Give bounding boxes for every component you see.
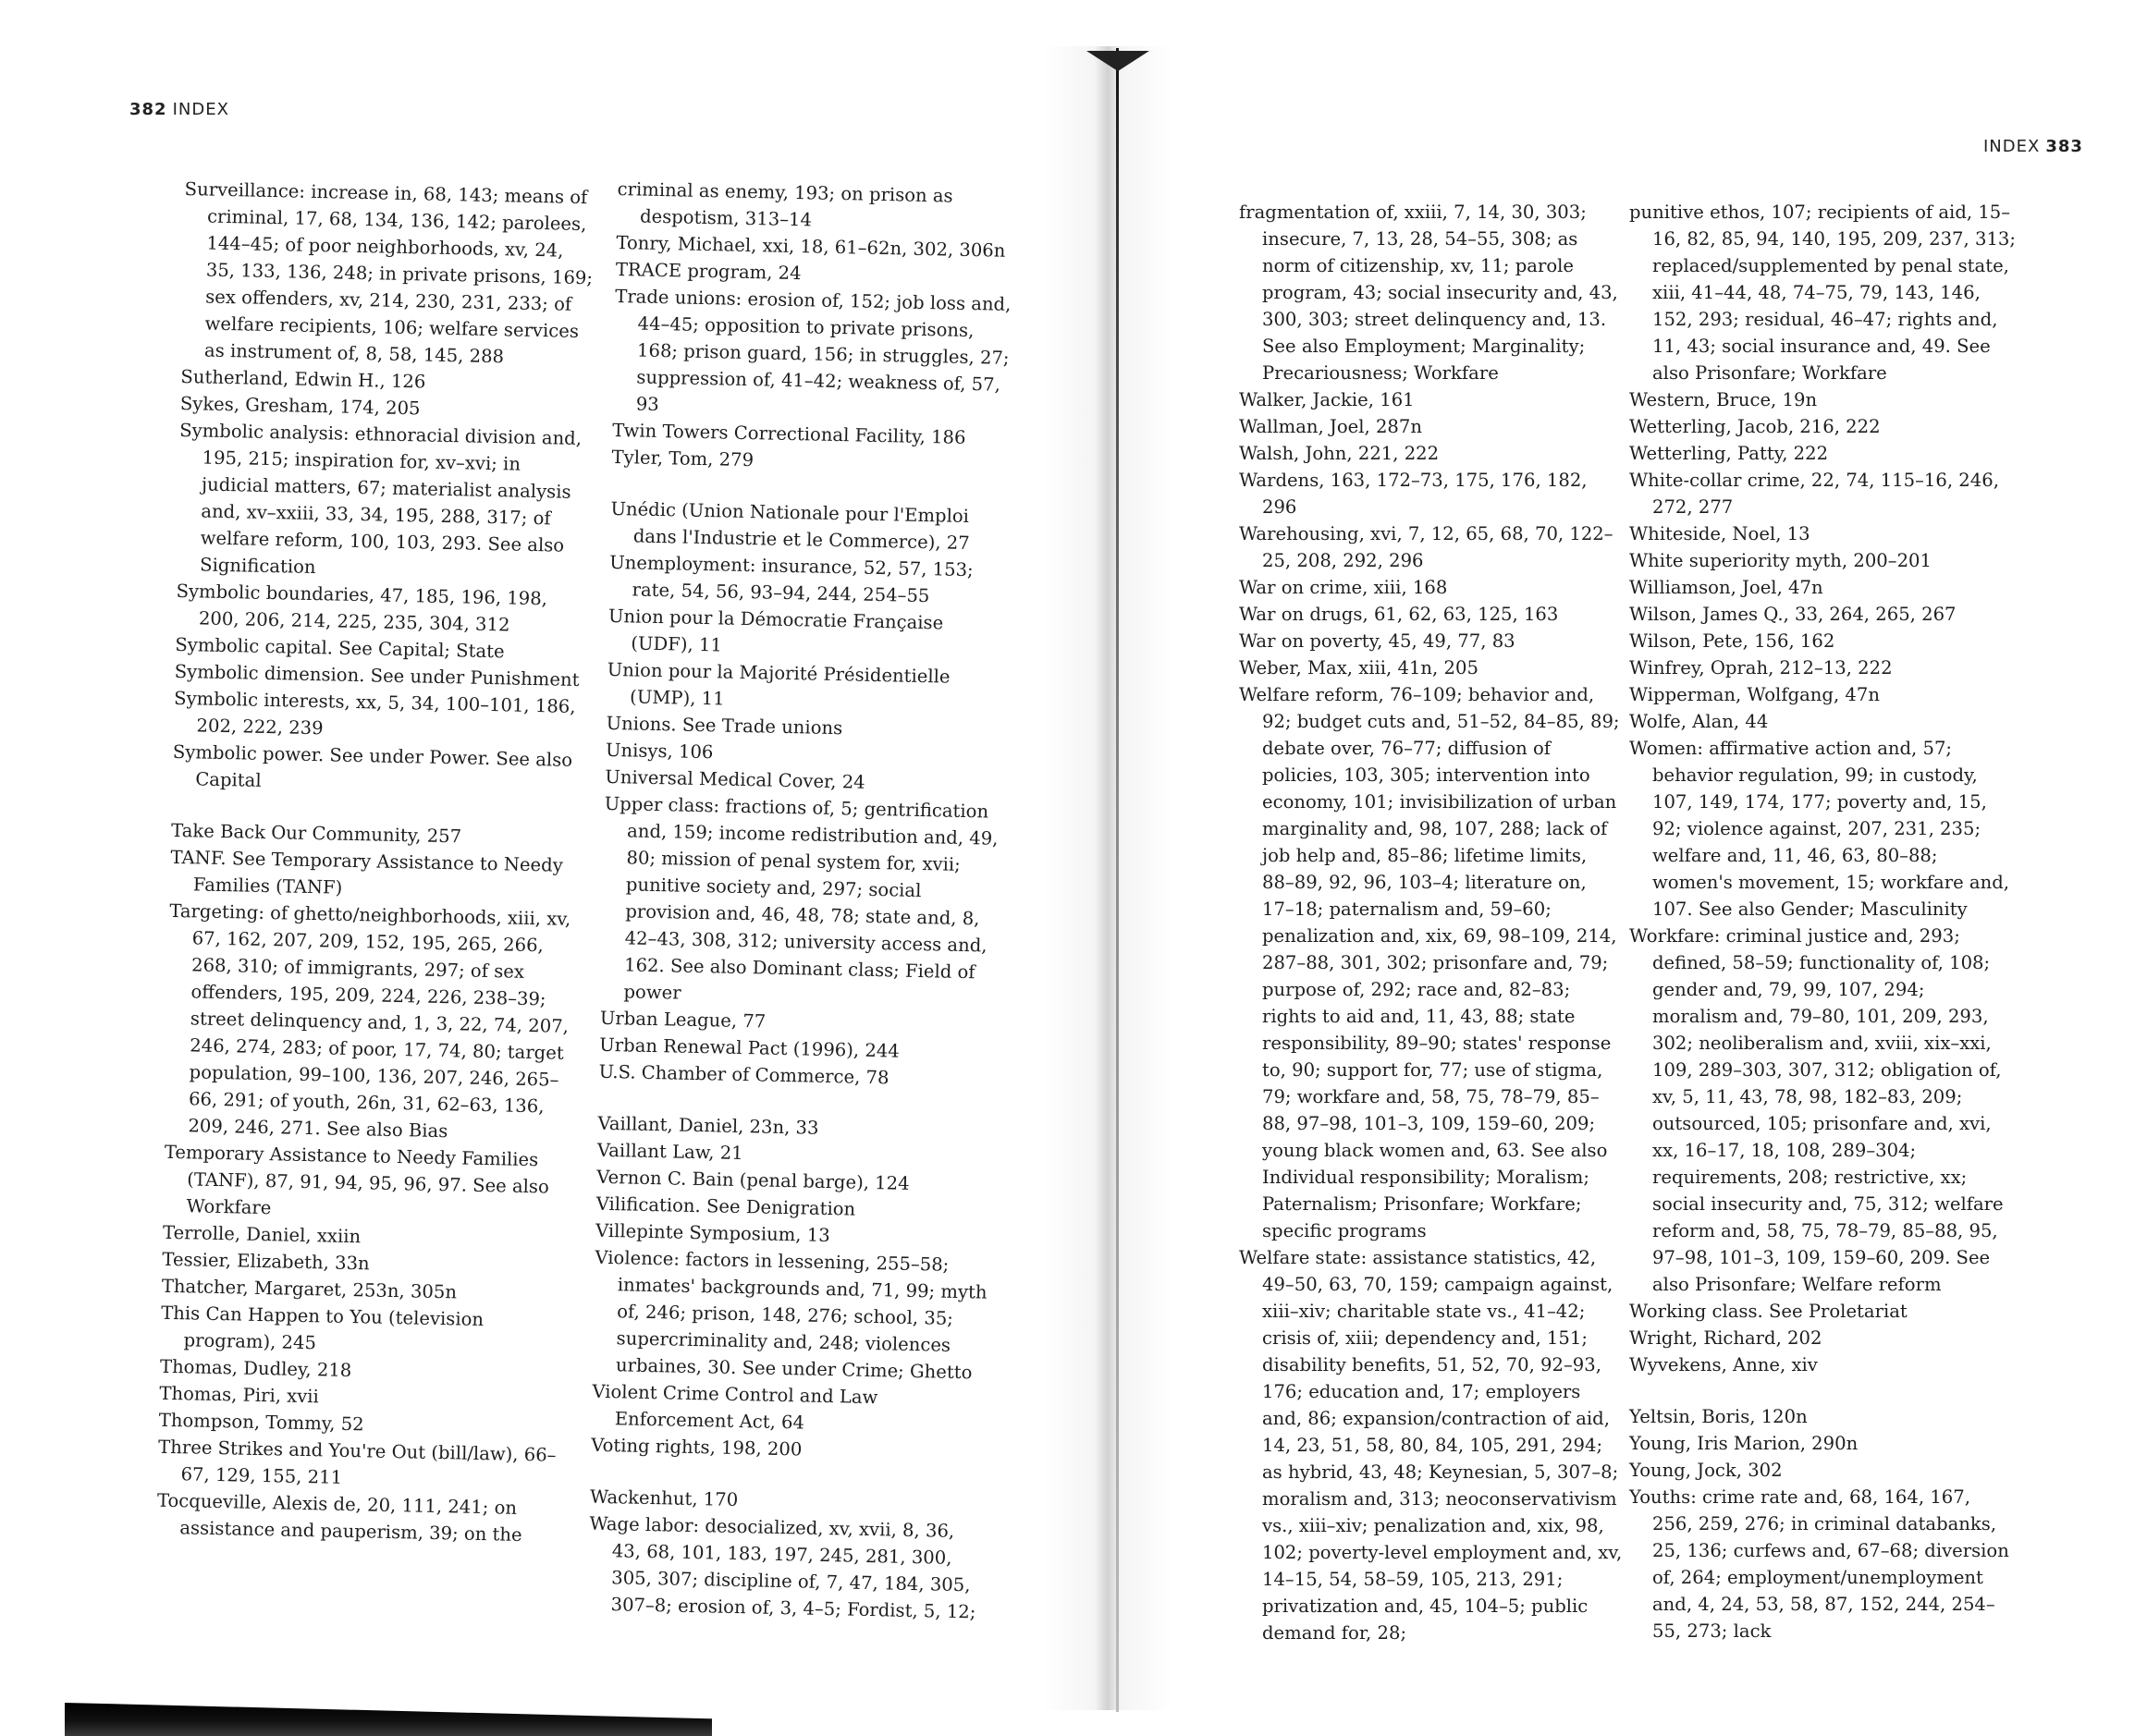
scan-edge-shadow bbox=[65, 1703, 712, 1736]
index-entry: War on drugs, 61, 62, 63, 125, 163 bbox=[1239, 604, 1559, 625]
index-entry: Vaillant, Daniel, 23n, 33 bbox=[597, 1112, 819, 1139]
index-entry: Urban League, 77 bbox=[599, 1007, 767, 1033]
index-entry: Workfare: criminal justice and, 293; defined, 58–59; functionality of, 108; gender and, 79, 99, 107, 294; moralism and, 79–80, 101, 209, 293, 302; neoliberalism and, xviii, xix–xxi, 109, 289–303, 307, 312; obligation of, xv, 5, 11, 43, 78, 98, 182–83, 209; outsourced, 105; prisonfare and, xvi, xx, 16–17, 18, 108, 289–304; requirements, 208; restrictive, xx; social insecurity and, 75, 312; welfare reform and, 58, 75, 78–79, 85–88, 95, 97–98, 101–3, 109, 159–60, 209. See also Prisonfare; Welfare reform bbox=[1629, 925, 2004, 1295]
index-entry: U.S. Chamber of Commerce, 78 bbox=[598, 1060, 889, 1089]
index-column-2 bbox=[587, 176, 1017, 1626]
index-entry: Unédic (Union Nationale pour l'Emploi dans l'Industrie et le Commerce), 27 bbox=[610, 497, 970, 555]
index-entry: Thompson, Tommy, 52 bbox=[158, 1409, 364, 1436]
index-entry: Temporary Assistance to Needy Families (TANF), 87, 91, 94, 95, 96, 97. See also Workfare bbox=[164, 1141, 550, 1219]
index-entry: Symbolic capital. See Capital; State bbox=[175, 633, 505, 663]
index-entry: Tonry, Michael, xxi, 18, 61–62n, 302, 306n bbox=[616, 231, 1006, 262]
index-entry: Weber, Max, xiii, 41n, 205 bbox=[1239, 657, 1478, 679]
index-entry: criminal as enemy, 193; on prison as despotism, 313–14 bbox=[617, 177, 953, 231]
index-entry: Wolfe, Alan, 44 bbox=[1629, 711, 1769, 732]
index-entry: Youths: crime rate and, 68, 164, 167, 256, 259, 276; in criminal databanks, 25, 136; curfews and, 67–68; diversion of, 264; employment/unemployment and, 4, 24, 53, 58, 87, 152, 244, 254–55, 273; lack bbox=[1629, 1486, 2009, 1642]
page-number-right: 383 bbox=[2045, 137, 2083, 156]
index-entry: Thomas, Dudley, 218 bbox=[159, 1355, 352, 1382]
index-entry: Wright, Richard, 202 bbox=[1629, 1327, 1822, 1349]
index-entry: Wallman, Joel, 287n bbox=[1239, 416, 1422, 437]
page-header-left bbox=[129, 100, 229, 119]
index-entry: Sutherland, Edwin H., 126 bbox=[180, 365, 426, 393]
index-entry: Upper class: fractions of, 5; gentrification and, 159; income redistribution and, 49, 80; mission of penal system for, xvii; punitive society and, 297; social provision and, 46, 48, 78; state and, 8, 42–43, 308, 312; university access and, 162. See also Dominant class; Field of power bbox=[604, 792, 999, 1004]
index-entry: Western, Bruce, 19n bbox=[1629, 389, 1818, 410]
index-entry: Terrolle, Daniel, xxiin bbox=[162, 1221, 362, 1248]
index-entry: War on crime, xiii, 168 bbox=[1239, 577, 1448, 598]
index-entry: Wilson, James Q., 33, 264, 265, 267 bbox=[1629, 604, 1957, 625]
index-entry: Vaillant Law, 21 bbox=[596, 1139, 743, 1165]
index-entry: TRACE program, 24 bbox=[615, 258, 802, 285]
index-entry: Trade unions: erosion of, 152; job loss and, 44–45; opposition to private prisons, 168; prison guard, 156; in struggles, 27; suppression of, 41–42; weakness of, 57, 93 bbox=[615, 285, 1012, 415]
index-entry: Women: affirmative action and, 57; behavior regulation, 99; in custody, 107, 149, 174, 177; poverty and, 15, 92; violence against, 207, 231, 235; welfare and, 11, 46, 63, 80–88; women's movement, 15; workfare and, 107. See also Gender; Masculinity bbox=[1629, 738, 2009, 920]
index-entry: Young, Jock, 302 bbox=[1629, 1460, 1783, 1481]
index-entry: Thatcher, Margaret, 253n, 305n bbox=[161, 1275, 458, 1303]
index-entry: Unemployment: insurance, 52, 57, 153; rate, 54, 56, 93–94, 244, 254–55 bbox=[608, 551, 974, 607]
index-entry: Yeltsin, Boris, 120n bbox=[1629, 1406, 1808, 1427]
index-entry: Three Strikes and You're Out (bill/law), 66–67, 129, 155, 211 bbox=[157, 1436, 557, 1488]
index-entry: Union pour la Majorité Présidentielle (UMP), 11 bbox=[607, 658, 951, 710]
index-entry: Voting rights, 198, 200 bbox=[590, 1434, 803, 1461]
index-entry: Vilification. See Denigration bbox=[595, 1192, 856, 1220]
index-entry: Surveillance: increase in, 68, 143; means of criminal, 17, 68, 134, 136, 142; parolees, 144–45; of poor neighborhoods, xv, 24, 35, 133, 136, 248; in private prisons, 169; sex offenders, xv, 214, 230, 231, 233; of welfare recipients, 106; welfare services as instrument of, 8, 58, 145, 288 bbox=[184, 177, 594, 368]
index-entry: Symbolic interests, xx, 5, 34, 100–101, 186, 202, 222, 239 bbox=[173, 687, 576, 740]
index-entry: This Can Happen to You (television program), 245 bbox=[160, 1302, 485, 1354]
index-entry: Urban Renewal Pact (1996), 244 bbox=[599, 1033, 901, 1062]
index-entry: Symbolic power. See under Power. See also Capital bbox=[172, 740, 573, 791]
index-entry: Targeting: of ghetto/neighborhoods, xiii, xv, 67, 162, 207, 209, 152, 195, 265, 266, 268, 310; of immigrants, 297; of sex offenders, 195, 209, 224, 226, 238–39; street delinquency and, 1, 3, 22, 74, 207, 246, 274, 283; of poor, 17, 74, 80; target population, 99–100, 136, 207, 246, 265–66, 291; of youth, 26n, 31, 62–63, 136, 209, 246, 271. See also Bias bbox=[169, 899, 571, 1143]
index-entry: Unisys, 106 bbox=[605, 739, 714, 764]
index-entry: Welfare reform, 76–109; behavior and, 92; budget cuts and, 51–52, 84–85, 89; debate over, 76–77; diffusion of policies, 103, 305; intervention into economy, 101; invisibilization of urban marginality and, 98, 107, 288; lack of job help and, 85–86; lifetime limits, 88–89, 92, 96, 103–4; literature on, 17–18; paternalism and, 59–60; penalization and, xix, 69, 98–109, 214, 287–88, 301, 302; prisonfare and, 79; purpose of, 292; race and, 82–83; rights to aid and, 11, 43, 88; state responsibility, 89–90; states' response to, 90; support for, 77; use of stigma, 79; workfare and, 58, 75, 78–79, 85–88, 97–98, 101–3, 109, 159–60, 209; young black women and, 63. See also Individual responsibility; Moralism; Paternalism; Prisonfare; Workfare; specific programs bbox=[1239, 684, 1620, 1241]
index-entry: Symbolic dimension. See under Punishment bbox=[174, 660, 580, 691]
index-entry: Unions. See Trade unions bbox=[606, 712, 843, 740]
index-entry: War on poverty, 45, 49, 77, 83 bbox=[1239, 630, 1515, 652]
index-entry: Wetterling, Patty, 222 bbox=[1629, 443, 1829, 464]
index-entry: Violence: factors in lessening, 255–58; inmates' backgrounds and, 71, 99; myth of, 246; prison, 148, 276; school, 35; supercriminality and, 248; violences urbaines, 30. See under Crime; Ghetto bbox=[595, 1246, 988, 1384]
index-column-3 bbox=[1239, 199, 1623, 1646]
index-entry: Williamson, Joel, 47n bbox=[1629, 577, 1823, 598]
index-entry: Welfare state: assistance statistics, 42, 49–50, 63, 70, 159; campaign against, xiii–xiv; charitable state vs., 41–42; crisis of, xiii; dependency and, 151; disability benefits, 51, 52, 70, 92–93, 176; education and, 17; employers and, 86; expansion/contraction of aid, 14, 23, 51, 58, 80, 84, 105, 291, 294; as hybrid, 43, 48; Keynesian, 5, 307–8; moralism and, 313; neoconservativism vs., xiii–xiv; penalization and, xix, 98, 102; poverty-level employment and, xv, 14–15, 54, 58–59, 105, 213, 291; privatization and, 45, 104–5; public demand for, 28; bbox=[1239, 1247, 1623, 1644]
index-entry: Sykes, Gresham, 174, 205 bbox=[179, 392, 421, 420]
index-entry: Union pour la Démocratie Française (UDF), 11 bbox=[607, 605, 944, 656]
index-column-4 bbox=[1629, 199, 2016, 1644]
index-entry: Vernon C. Bain (penal barge), 124 bbox=[596, 1166, 910, 1194]
index-entry: Take Back Our Community, 257 bbox=[170, 819, 462, 848]
index-entry: Wipperman, Wolfgang, 47n bbox=[1629, 684, 1880, 705]
index-entry: Walsh, John, 221, 222 bbox=[1239, 443, 1440, 464]
index-entry: Tessier, Elizabeth, 33n bbox=[162, 1248, 370, 1275]
index-entry: Wilson, Pete, 156, 162 bbox=[1629, 630, 1835, 652]
page-number-left: 382 bbox=[129, 100, 167, 119]
index-entry: Universal Medical Cover, 24 bbox=[605, 765, 865, 793]
index-entry: Wyvekens, Anne, xiv bbox=[1629, 1354, 1818, 1375]
index-entry: White-collar crime, 22, 74, 115–16, 246, 272, 277 bbox=[1629, 470, 1999, 518]
index-entry: Villepinte Symposium, 13 bbox=[595, 1219, 830, 1247]
index-entry: Symbolic boundaries, 47, 185, 196, 198, 200, 206, 214, 225, 235, 304, 312 bbox=[176, 580, 548, 636]
book-gutter-shadow bbox=[1043, 46, 1172, 1710]
index-entry: Walker, Jackie, 161 bbox=[1239, 389, 1415, 410]
index-entry: Tocqueville, Alexis de, 20, 111, 241; on assistance and pauperism, 39; on the bbox=[156, 1489, 522, 1546]
index-entry: Wage labor: desocialized, xv, xvii, 8, 36, 43, 68, 101, 183, 197, 245, 281, 300, 305, 307; discipline of, 7, 47, 184, 305, 307–8; erosion of, 3, 4–5; Fordist, 5, 12; bbox=[589, 1512, 976, 1623]
index-entry: Violent Crime Control and Law Enforcement Act, 64 bbox=[592, 1380, 878, 1434]
page-header-label-left: INDEX bbox=[172, 100, 229, 119]
index-entry: White superiority myth, 200–201 bbox=[1629, 550, 1932, 571]
index-entry: Wackenhut, 170 bbox=[589, 1485, 739, 1511]
index-entry: punitive ethos, 107; recipients of aid, 15–16, 82, 85, 94, 140, 195, 209, 237, 313; replaced/supplemented by penal state, xiii, 41–44, 48, 74–75, 79, 143, 146, 152, 293; residual, 46–47; rights and, 11, 43; social insurance and, 49. See also Prisonfare; Workfare bbox=[1629, 202, 2016, 384]
page-header-label-right: INDEX bbox=[1983, 137, 2041, 156]
index-column-1 bbox=[156, 176, 599, 1549]
index-entry: fragmentation of, xxiii, 7, 14, 30, 303; insecure, 7, 13, 28, 54–55, 308; as norm of citizenship, xv, 11; parole program, 43; social insecurity and, 43, 300, 303; street delinquency and, 13. See also Employment; Marginality; Precariousness; Workfare bbox=[1239, 202, 1618, 384]
index-entry: Symbolic analysis: ethnoracial division and, 195, 215; inspiration for, xv–xvi; in judicial matters, 67; materialist analysis and, xv–xxiii, 33, 34, 195, 288, 317; of welfare reform, 100, 103, 293. See also Signification bbox=[178, 419, 583, 579]
index-entry: Wardens, 163, 172–73, 175, 176, 182, 296 bbox=[1239, 470, 1588, 518]
index-entry: Whiteside, Noel, 13 bbox=[1629, 523, 1810, 544]
index-entry: Young, Iris Marion, 290n bbox=[1629, 1433, 1859, 1454]
index-entry: Wetterling, Jacob, 216, 222 bbox=[1629, 416, 1881, 437]
index-entry: Twin Towers Correctional Facility, 186 bbox=[611, 419, 966, 448]
index-entry: Winfrey, Oprah, 212–13, 222 bbox=[1629, 657, 1893, 679]
letter-group-gap bbox=[1629, 1378, 2016, 1403]
index-entry: Working class. See Proletariat bbox=[1629, 1301, 1908, 1322]
index-entry: Warehousing, xvi, 7, 12, 65, 68, 70, 122–25, 208, 292, 296 bbox=[1239, 523, 1613, 571]
index-entry: Thomas, Piri, xvii bbox=[159, 1382, 320, 1408]
index-entry: Tyler, Tom, 279 bbox=[611, 446, 755, 471]
book-spine-line bbox=[1116, 48, 1119, 1712]
book-spine-top-mark bbox=[1086, 51, 1149, 71]
index-entry: TANF. See Temporary Assistance to Needy Families (TANF) bbox=[170, 846, 564, 899]
page-header-right bbox=[1983, 137, 2083, 156]
